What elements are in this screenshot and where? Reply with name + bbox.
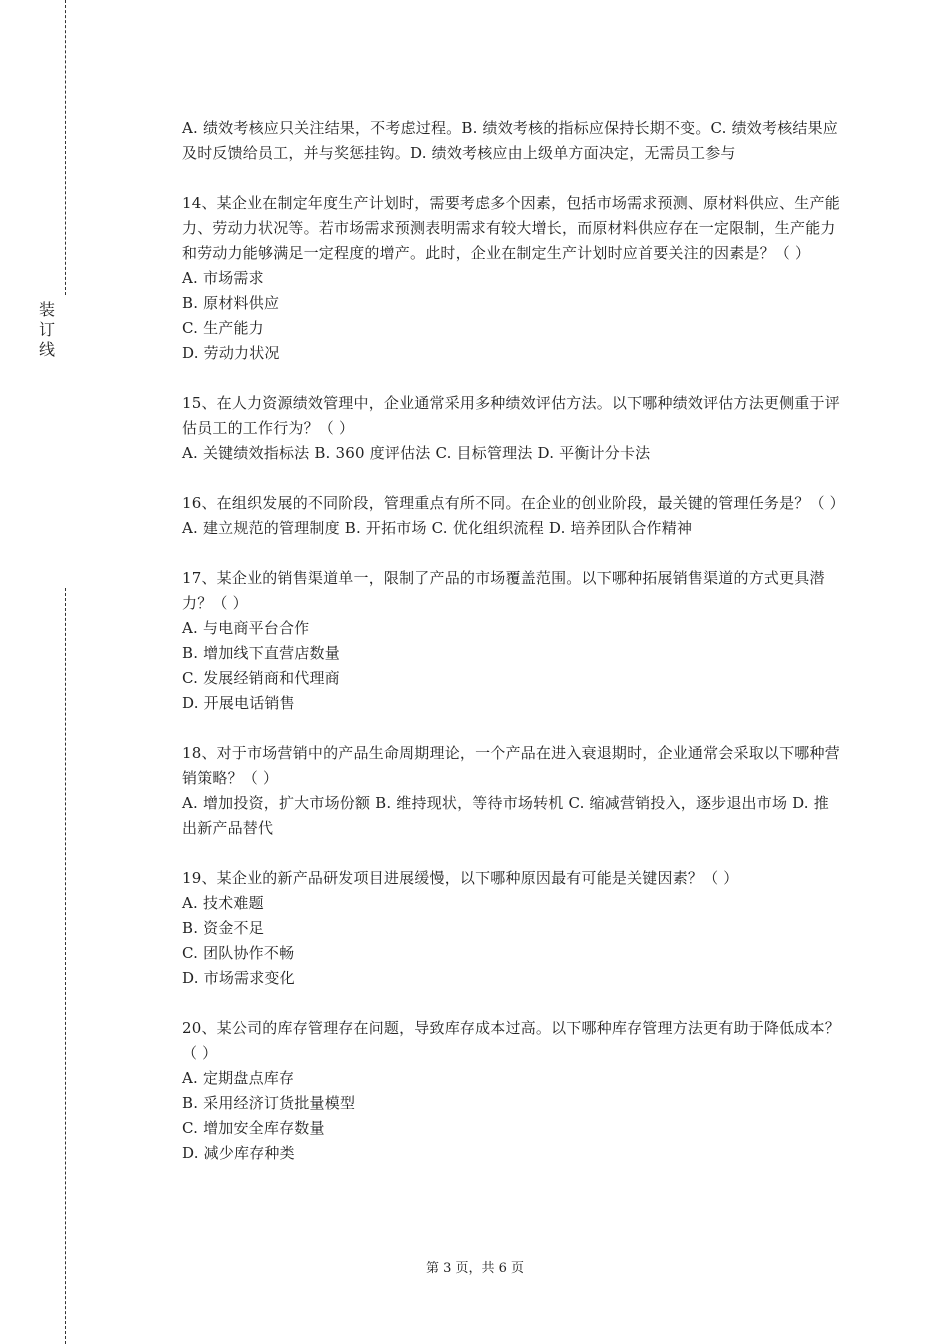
- question-16: [182, 491, 845, 541]
- question-17: [182, 566, 842, 716]
- option: D. 市场需求变化: [182, 969, 295, 987]
- option: C. 生产能力: [182, 319, 264, 337]
- binding-char: 线: [38, 340, 55, 359]
- question-stem: 14、某企业在制定年度生产计划时，需要考虑多个因素，包括市场需求预测、原材料供应、生产能力、劳动力状况等。若市场需求预测表明需求有较大增长，而原材料供应存在一定限制，生产能力和劳动力能够满足一定程度的增产。此时，企业在制定生产计划时应首要关注的因素是？（ ）: [182, 194, 840, 262]
- binding-dashed-line-bottom: [65, 588, 66, 1344]
- option: B. 资金不足: [182, 919, 264, 937]
- page-footer: 第 3 页，共 6 页: [425, 1261, 525, 1276]
- option: C. 发展经销商和代理商: [182, 669, 340, 687]
- binding-char: 装: [38, 300, 55, 319]
- binding-label: [36, 300, 58, 360]
- option: B. 采用经济订货批量模型: [182, 1094, 356, 1112]
- exam-content: [182, 116, 845, 1166]
- option: C. 团队协作不畅: [182, 944, 295, 962]
- question-stem: 16、在组织发展的不同阶段，管理重点有所不同。在企业的创业阶段，最关键的管理任务是？（ ）: [182, 494, 845, 512]
- question-15: [182, 391, 842, 466]
- option: A. 技术难题: [182, 894, 264, 912]
- question-stem: 15、在人力资源绩效管理中，企业通常采用多种绩效评估方法。以下哪种绩效评估方法更侧重于评估员工的工作行为？（ ）: [182, 394, 840, 437]
- option: A. 与电商平台合作: [182, 619, 310, 637]
- question-18: [182, 741, 842, 841]
- option: A. 增加投资，扩大市场份额 B. 维持现状，等待市场转机 C. 缩减营销投入，逐步退出市场 D. 推出新产品替代: [182, 794, 829, 837]
- option: A. 定期盘点库存: [182, 1069, 295, 1087]
- option: D. 开展电话销售: [182, 694, 295, 712]
- option: D. 劳动力状况: [182, 344, 280, 362]
- question-14: [182, 191, 842, 366]
- option: A. 关键绩效指标法 B. 360 度评估法 C. 目标管理法 D. 平衡计分卡法: [182, 444, 651, 462]
- question-stem: 19、某企业的新产品研发项目进展缓慢，以下哪种原因最有可能是关键因素？（ ）: [182, 869, 739, 887]
- option: D. 减少库存种类: [182, 1144, 295, 1162]
- option: B. 增加线下直营店数量: [182, 644, 340, 662]
- previous-question-options: A. 绩效考核应只关注结果，不考虑过程。B. 绩效考核的指标应保持长期不变。C. 绩效考核结果应及时反馈给员工，并与奖惩挂钩。D. 绩效考核应由上级单方面决定，无需员工参与: [182, 119, 839, 162]
- question-stem: 17、某企业的销售渠道单一，限制了产品的市场覆盖范围。以下哪种拓展销售渠道的方式更具潜力？（ ）: [182, 569, 825, 612]
- question-stem: 20、某公司的库存管理存在问题，导致库存成本过高。以下哪种库存管理方法更有助于降低成本？（ ）: [182, 1019, 840, 1062]
- question-stem: 18、对于市场营销中的产品生命周期理论，一个产品在进入衰退期时，企业通常会采取以下哪种营销策略？（ ）: [182, 744, 840, 787]
- option: A. 建立规范的管理制度 B. 开拓市场 C. 优化组织流程 D. 培养团队合作精神: [182, 519, 693, 537]
- option: A. 市场需求: [182, 269, 264, 287]
- question-19: [182, 866, 842, 991]
- option: C. 增加安全库存数量: [182, 1119, 325, 1137]
- binding-dashed-line-top: [65, 0, 66, 295]
- option: B. 原材料供应: [182, 294, 280, 312]
- question-20: [182, 1016, 842, 1166]
- binding-char: 订: [38, 320, 55, 339]
